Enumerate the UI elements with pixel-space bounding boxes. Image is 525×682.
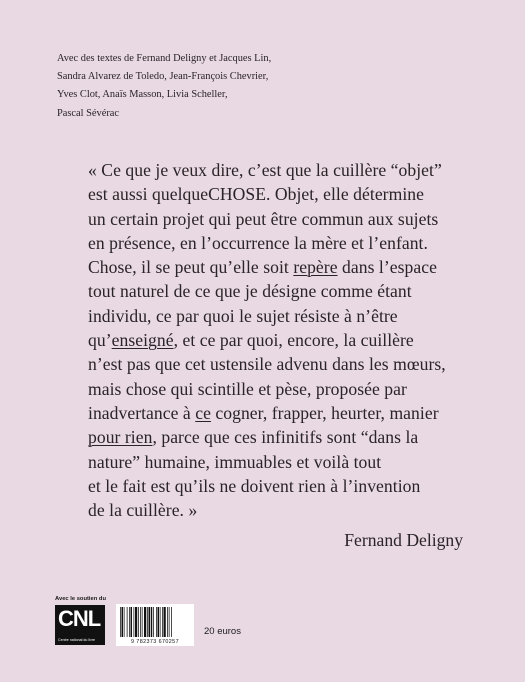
quote-text: tout naturel de ce que je désigne comme étant [88,281,412,302]
contributors-credit [57,50,271,123]
quote-text: « Ce que je veux dire, c’est que la cuillère “objet” [88,160,442,180]
cnl-sub-line: Centre national [58,638,83,642]
barcode-bar [158,607,160,637]
quote-line [88,328,488,352]
contributors-line: Sandra Alvarez de Toledo, Jean-François Chevrier, [57,71,269,83]
underlined-word: repère [293,257,338,278]
barcode-bar [122,607,124,637]
barcode-bar [135,607,137,637]
quote-text: Chose, il se peut qu’elle soit [88,257,294,278]
quote-line [88,498,488,522]
barcode-digits: 9 782373 670257 [131,639,179,645]
barcode-bar [147,607,148,637]
barcode-bar [151,607,153,637]
barcode-bar [129,607,130,637]
cnl-caption: Avec le soutien du [55,596,107,602]
quote-line [88,231,488,255]
quote-text: , et ce par quoi, encore, la cuillère [173,330,414,351]
cnl-support-block [55,596,107,645]
barcode-bar [153,607,154,637]
quote-line [88,425,488,449]
underlined-word: pour rien [88,427,153,448]
quote-author: Fernand Deligny [344,530,463,550]
cnl-logo-icon [55,605,105,645]
barcode-bar [169,607,170,637]
underlined-word: enseigné [111,330,174,351]
quote-text: nature” humaine, immuables et voilà tout [88,451,382,472]
barcode-bar [131,607,133,637]
barcode-bar [149,607,151,637]
barcode-bar [127,607,128,637]
underlined-word: ce [195,402,211,423]
quote-line [88,401,488,425]
quote-text: mais chose qui scintille et pèse, proposée par [88,378,407,399]
quote-text: en présence, en l’occurrence la mère et l’enfant. [88,232,428,253]
quote-text: dans l’espace [337,257,437,278]
quote-line [88,304,488,328]
barcode-bar [142,607,143,637]
barcode-bar [156,607,157,637]
barcode [116,604,194,646]
barcode-bar [160,607,161,637]
quote-line [88,474,488,498]
quote-line [88,279,488,303]
barcode-bar [120,607,121,637]
quote-line [88,182,488,206]
barcode-bar [138,607,139,637]
barcode-bar [140,607,141,637]
quote-line [88,158,488,182]
quote-block [88,158,488,522]
quote-text: cogner, frapper, heurter, manier [210,402,439,423]
quote-text: n’est pas que cet ustensile advenu dans les mœurs, [88,354,446,375]
barcode-bar [162,607,163,637]
quote-text: de la cuillère. » [88,500,198,521]
cnl-sub-line: du livre [83,638,95,642]
barcode-bar [134,607,135,637]
quote-line [88,207,488,231]
quote-line [88,377,488,401]
quote-text: inadvertance à [88,402,196,423]
contributors-line: Yves Clot, Anaïs Masson, Livia Scheller, [57,89,228,101]
quote-text: et le fait est qu’ils ne doivent rien à l’invention [88,475,421,496]
quote-text: individu, ce par quoi le sujet résiste à n’être [88,305,398,326]
quote-text: est aussi quelqueCHOSE. Objet, elle détermine [88,184,424,205]
barcode-bars-icon [116,604,194,638]
barcode-bar [167,607,168,637]
quote-line [88,450,488,474]
cnl-logo-letters: CNL [58,606,101,631]
barcode-bar [144,607,146,637]
contributors-line: Pascal Sévérac [57,107,120,119]
contributors-line: Avec des textes de Fernand Deligny et Jacques Lin, [57,53,272,64]
barcode-bar [171,607,172,637]
cnl-logo-subtitle [58,638,95,642]
barcode-bar [124,607,125,637]
quote-line [88,255,488,279]
barcode-bar [164,607,166,637]
quote-line [88,352,488,376]
quote-text: qu’ [88,330,112,351]
quote-text: un certain projet qui peut être commun aux sujets [88,208,439,229]
quote-text: , parce que ces infinitifs sont “dans la [152,427,419,448]
price-label: 20 euros [204,626,241,637]
